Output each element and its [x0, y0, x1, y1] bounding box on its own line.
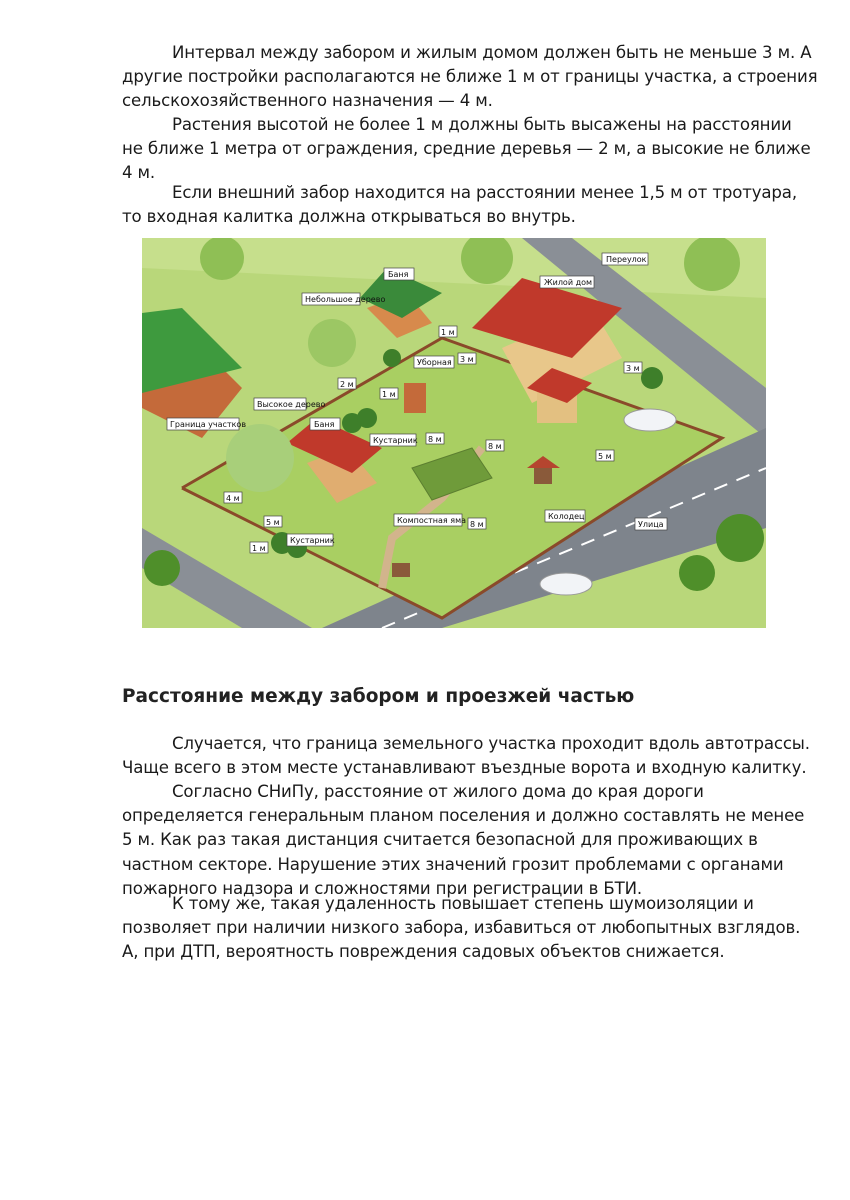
distance-tag — [338, 378, 356, 389]
svg-text:Уборная: Уборная — [417, 358, 452, 367]
label-pereulok — [602, 253, 648, 265]
paragraph-snip-rule — [122, 780, 805, 901]
well — [534, 468, 552, 484]
svg-text:5 м: 5 м — [266, 518, 280, 527]
label-banya-top — [384, 268, 414, 280]
svg-text:Жилой дом: Жилой дом — [544, 278, 593, 287]
label-granitsa — [167, 418, 246, 430]
street-car — [540, 573, 592, 595]
parked-car — [624, 409, 676, 431]
distance-tag — [224, 492, 242, 503]
svg-text:Небольшое дерево: Небольшое дерево — [305, 295, 386, 304]
svg-text:8 м: 8 м — [428, 435, 442, 444]
distance-tag — [596, 450, 614, 461]
label-kustarnik-1 — [370, 434, 418, 446]
text-line: частном секторе. Нарушение этих значений грозит проблемами с органами — [122, 854, 784, 874]
text-line: Растения высотой не более 1 м должны быть высажены на расстоянии — [172, 115, 792, 134]
text-line: Если внешний забор находится на расстоянии менее 1,5 м от тротуара, — [172, 183, 797, 202]
svg-text:Баня: Баня — [314, 420, 335, 429]
text-line: 4 м. — [122, 163, 156, 183]
label-tall-tree — [254, 398, 325, 410]
svg-text:3 м: 3 м — [626, 364, 640, 373]
distance-tag — [486, 440, 504, 451]
svg-text:Баня: Баня — [388, 270, 409, 279]
text-line: то входная калитка должна открываться во внутрь. — [122, 207, 576, 227]
paragraph-plant-distances — [122, 113, 811, 186]
text-line: Интервал между забором и жилым домом должен быть не меньше 3 м. А — [172, 43, 812, 62]
tall-tree — [226, 424, 294, 492]
svg-text:8 м: 8 м — [488, 442, 502, 451]
paragraph-noise-benefit — [122, 892, 801, 965]
svg-text:2 м: 2 м — [340, 380, 354, 389]
text-line: А, при ДТП, вероятность повреждения садовых объектов снижается. — [122, 942, 725, 962]
svg-text:1 м: 1 м — [382, 390, 396, 399]
distance-tag — [439, 326, 457, 337]
svg-text:5 м: 5 м — [598, 452, 612, 461]
small-tree — [308, 319, 356, 367]
text-line: Чаще всего в этом месте устанавливают въездные ворота и входную калитку. — [122, 758, 807, 778]
paragraph-highway-boundary — [122, 732, 810, 780]
text-line: позволяет при наличии низкого забора, избавиться от любопытных взглядов. — [122, 918, 801, 938]
distance-tag — [458, 353, 476, 364]
svg-text:Граница участков: Граница участков — [170, 420, 247, 429]
label-zhiloy-dom — [540, 276, 594, 288]
svg-text:Кустарник: Кустарник — [290, 536, 335, 545]
paragraph-gate-rule — [122, 181, 797, 229]
site-plan-illustration — [142, 238, 766, 628]
distance-tag — [250, 542, 268, 553]
label-kompostnaya — [394, 514, 466, 526]
svg-text:Высокое дерево: Высокое дерево — [257, 400, 326, 409]
svg-text:Кустарник: Кустарник — [373, 436, 418, 445]
text-line: Согласно СНиПу, расстояние от жилого дома до края дороги — [172, 782, 704, 801]
compost-pit — [392, 563, 410, 577]
distance-tag — [468, 518, 486, 529]
text-line: сельскохозяйственного назначения — 4 м. — [122, 91, 493, 111]
svg-text:Улица: Улица — [638, 520, 664, 529]
label-ulitsa — [635, 518, 667, 530]
svg-text:1 м: 1 м — [252, 544, 266, 553]
text-line: 5 м. Как раз такая дистанция считается безопасной для проживающих в — [122, 830, 758, 850]
text-line: Случается, что граница земельного участка проходит вдоль автотрассы. — [172, 734, 810, 753]
svg-text:3 м: 3 м — [460, 355, 474, 364]
label-kolodets — [545, 510, 585, 522]
section-heading: Расстояние между забором и проезжей частью — [122, 686, 635, 707]
label-banya-bottom — [310, 418, 340, 430]
label-ubornaya — [414, 356, 454, 368]
distance-tag — [426, 433, 444, 444]
svg-text:Переулок: Переулок — [606, 255, 647, 264]
label-small-tree — [302, 293, 385, 305]
svg-text:8 м: 8 м — [470, 520, 484, 529]
distance-tag — [624, 362, 642, 373]
svg-text:1 м: 1 м — [441, 328, 455, 337]
text-line: пожарного надзора и сложностями при регистрации в БТИ. — [122, 878, 642, 898]
distance-tag — [380, 388, 398, 399]
text-line: не ближе 1 метра от ограждения, средние деревья — 2 м, а высокие не ближе — [122, 139, 811, 159]
svg-text:Колодец: Колодец — [548, 512, 585, 521]
distance-tag — [264, 516, 282, 527]
text-line: определяется генеральным планом поселения и должно составлять не менее — [122, 806, 805, 826]
paragraph-setback-distances — [122, 41, 818, 114]
site-plan-drawing — [142, 238, 766, 628]
text-line: К тому же, такая удаленность повышает степень шумоизоляции и — [172, 894, 754, 913]
label-kustarnik-2 — [287, 534, 335, 546]
text-line: другие постройки располагаются не ближе 1 м от границы участка, а строения — [122, 67, 818, 87]
svg-text:Компостная яма: Компостная яма — [397, 516, 467, 525]
outhouse — [404, 383, 426, 413]
svg-text:4 м: 4 м — [226, 494, 240, 503]
